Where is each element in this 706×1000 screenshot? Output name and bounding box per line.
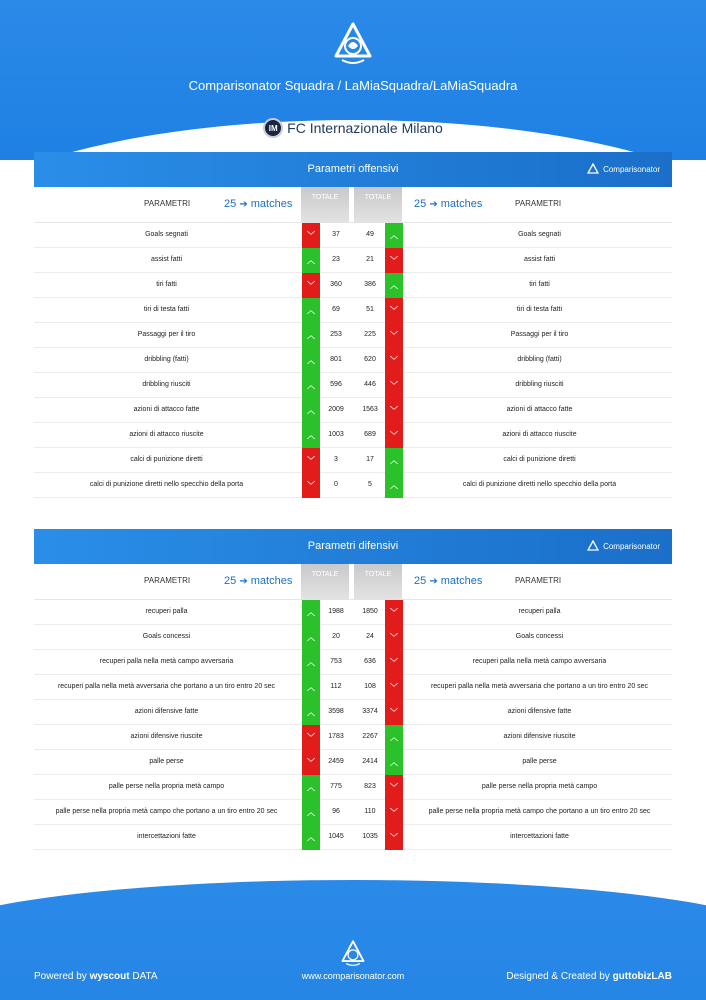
table-row (34, 348, 672, 373)
chevron-down-icon: ﹀ (302, 725, 320, 750)
value-right: 17 (366, 456, 374, 463)
param-label-left: recuperi palla nella metà campo avversaria (99, 658, 234, 665)
table-row (34, 423, 672, 448)
enter-arrow-icon: ➔ (429, 199, 438, 210)
chevron-down-icon: ﹀ (385, 423, 403, 448)
powered-by: Powered by wyscout DATA (34, 971, 158, 982)
table-row (34, 448, 672, 473)
value-right: 110 (364, 808, 376, 815)
comparisonator-logo-icon (341, 940, 365, 966)
chevron-down-icon: ﹀ (385, 398, 403, 423)
enter-arrow-icon: ➔ (429, 576, 438, 587)
param-label-right: calci di punizione diretti nello specchio della porta (462, 481, 617, 488)
value-left: 1988 (328, 608, 344, 615)
chevron-down-icon: ﹀ (385, 600, 403, 625)
table-row (34, 625, 672, 650)
chevron-up-icon: ︿ (302, 600, 320, 625)
chevron-up-icon: ︿ (302, 700, 320, 725)
table-row (34, 825, 672, 850)
value-right: 24 (366, 633, 374, 640)
chevron-up-icon: ︿ (302, 775, 320, 800)
chevron-down-icon: ﹀ (385, 348, 403, 373)
param-label-right: recuperi palla nella metà campo avversaria (472, 658, 607, 665)
table-row (34, 725, 672, 750)
chevron-up-icon: ︿ (385, 725, 403, 750)
param-label-right: azioni difensive riuscite (503, 733, 576, 740)
total-column-left: TOTALE (301, 187, 349, 223)
chevron-up-icon: ︿ (385, 750, 403, 775)
chevron-up-icon: ︿ (385, 223, 403, 248)
section-title: Parametri offensivi (307, 163, 399, 175)
value-left: 23 (332, 256, 340, 263)
offensive-rows (34, 223, 672, 498)
chevron-down-icon: ﹀ (385, 825, 403, 850)
chevron-up-icon: ︿ (302, 298, 320, 323)
matches-left: 25 ➔ matches (224, 575, 293, 587)
param-label-left: Goals segnati (145, 231, 188, 238)
param-label-left: palle perse (149, 758, 184, 765)
comparisonator-mark-icon (587, 163, 599, 175)
table-row (34, 775, 672, 800)
value-right: 2414 (362, 758, 378, 765)
param-label-right: tiri fatti (529, 281, 550, 288)
param-label-right: Passaggi per il tiro (510, 331, 569, 338)
value-right: 21 (366, 256, 374, 263)
section-brand: Comparisonator (587, 540, 660, 552)
matches-right: 25 ➔ matches (414, 575, 483, 587)
param-label-left: tiri fatti (156, 281, 177, 288)
param-label-left: azioni di attacco riuscite (129, 431, 204, 438)
param-label-left: palle perse nella propria metà campo che portano a un tiro entro 20 sec (55, 808, 278, 815)
chevron-up-icon: ︿ (302, 348, 320, 373)
matches-right: 25 ➔ matches (414, 198, 483, 210)
site-url-link[interactable]: www.comparisonator.com (301, 971, 405, 981)
param-column-label: PARAMETRI (515, 199, 562, 208)
matches-left: 25 ➔ matches (224, 198, 293, 210)
value-left: 3 (334, 456, 338, 463)
team-crest-icon: IM (263, 118, 283, 138)
table-row (34, 298, 672, 323)
param-label-left: azioni difensive fatte (134, 708, 199, 715)
param-label-left: tiri di testa fatti (143, 306, 190, 313)
param-column-label: PARAMETRI (515, 576, 562, 585)
value-left: 360 (330, 281, 342, 288)
table-row (34, 750, 672, 775)
param-label-left: calci di punizione diretti nello specchio della porta (89, 481, 244, 488)
value-left: 2009 (328, 406, 344, 413)
param-label-left: calci di punizione diretti (130, 456, 203, 463)
comparisonator-logo-icon (334, 22, 372, 64)
value-right: 3374 (362, 708, 378, 715)
table-row (34, 273, 672, 298)
column-header (34, 564, 672, 600)
param-column-label: PARAMETRI (144, 576, 191, 585)
param-label-right: assist fatti (523, 256, 556, 263)
param-label-left: azioni difensive riuscite (130, 733, 203, 740)
param-label-right: palle perse (522, 758, 557, 765)
total-column-left: TOTALE (301, 564, 349, 600)
chevron-up-icon: ︿ (302, 625, 320, 650)
chevron-up-icon: ︿ (302, 650, 320, 675)
team-header (0, 118, 706, 138)
enter-arrow-icon: ➔ (239, 199, 248, 210)
table-row (34, 675, 672, 700)
value-right: 1035 (362, 833, 378, 840)
param-label-right: Goals concessi (515, 633, 564, 640)
chevron-up-icon: ︿ (302, 248, 320, 273)
param-label-left: azioni di attacco fatte (133, 406, 200, 413)
total-column-right: TOTALE (354, 564, 402, 600)
param-label-left: assist fatti (150, 256, 183, 263)
table-row (34, 650, 672, 675)
table-row (34, 800, 672, 825)
footer (0, 880, 706, 1000)
value-left: 20 (332, 633, 340, 640)
chevron-up-icon: ︿ (302, 373, 320, 398)
value-left: 753 (330, 658, 342, 665)
value-left: 1783 (328, 733, 344, 740)
table-row (34, 700, 672, 725)
value-left: 253 (330, 331, 342, 338)
param-label-right: recuperi palla (518, 608, 561, 615)
value-right: 225 (364, 331, 376, 338)
chevron-up-icon: ︿ (302, 800, 320, 825)
chevron-down-icon: ﹀ (302, 448, 320, 473)
value-left: 775 (330, 783, 342, 790)
value-left: 801 (330, 356, 342, 363)
value-left: 37 (332, 231, 340, 238)
chevron-down-icon: ﹀ (385, 700, 403, 725)
value-left: 112 (330, 683, 342, 690)
param-label-right: palle perse nella propria metà campo che portano a un tiro entro 20 sec (428, 808, 651, 815)
param-label-right: palle perse nella propria metà campo (481, 783, 598, 790)
defensive-section (34, 529, 672, 850)
chevron-down-icon: ﹀ (302, 750, 320, 775)
value-right: 636 (364, 658, 376, 665)
value-right: 620 (364, 356, 376, 363)
param-label-left: Passaggi per il tiro (137, 331, 196, 338)
chevron-down-icon: ﹀ (385, 675, 403, 700)
column-header (34, 187, 672, 223)
value-left: 96 (332, 808, 340, 815)
chevron-up-icon: ︿ (385, 473, 403, 498)
table-row (34, 248, 672, 273)
value-right: 1563 (362, 406, 378, 413)
table-row (34, 600, 672, 625)
param-label-left: recuperi palla (145, 608, 188, 615)
table-row (34, 473, 672, 498)
value-right: 1850 (362, 608, 378, 615)
chevron-up-icon: ︿ (385, 273, 403, 298)
param-label-right: recuperi palla nella metà avversaria che portano a un tiro entro 20 sec (430, 683, 649, 690)
comparisonator-mark-icon (587, 540, 599, 552)
value-right: 689 (364, 431, 376, 438)
total-column-right: TOTALE (354, 187, 402, 223)
value-right: 386 (364, 281, 376, 288)
chevron-up-icon: ︿ (385, 448, 403, 473)
value-left: 596 (330, 381, 342, 388)
enter-arrow-icon: ➔ (239, 576, 248, 587)
param-column-label: PARAMETRI (144, 199, 191, 208)
section-title: Parametri difensivi (307, 540, 399, 552)
chevron-up-icon: ︿ (302, 675, 320, 700)
table-row (34, 398, 672, 423)
chevron-up-icon: ︿ (302, 323, 320, 348)
table-row (34, 323, 672, 348)
chevron-down-icon: ﹀ (385, 248, 403, 273)
section-brand: Comparisonator (587, 163, 660, 175)
param-label-left: recuperi palla nella metà avversaria che portano a un tiro entro 20 sec (57, 683, 276, 690)
param-label-right: intercettazioni fatte (510, 833, 569, 840)
param-label-right: tiri di testa fatti (516, 306, 563, 313)
param-label-right: dribbling (fatti) (517, 356, 562, 363)
param-label-left: intercettazioni fatte (137, 833, 196, 840)
section-header (34, 529, 672, 564)
param-label-right: azioni di attacco riuscite (502, 431, 577, 438)
param-label-right: azioni di attacco fatte (506, 406, 573, 413)
chevron-down-icon: ﹀ (385, 800, 403, 825)
offensive-section (34, 152, 672, 498)
chevron-down-icon: ﹀ (385, 373, 403, 398)
value-right: 108 (364, 683, 376, 690)
value-right: 49 (366, 231, 374, 238)
value-left: 0 (334, 481, 338, 488)
chevron-down-icon: ﹀ (385, 298, 403, 323)
param-label-left: dribbling (fatti) (144, 356, 189, 363)
page-title: Comparisonator Squadra / LaMiaSquadra/LaMiaSquadra (188, 78, 518, 93)
chevron-down-icon: ﹀ (302, 473, 320, 498)
chevron-up-icon: ︿ (302, 398, 320, 423)
defensive-rows (34, 600, 672, 850)
param-label-right: azioni difensive fatte (507, 708, 572, 715)
value-left: 1045 (328, 833, 344, 840)
value-right: 51 (366, 306, 374, 313)
table-row (34, 223, 672, 248)
value-right: 446 (364, 381, 376, 388)
chevron-up-icon: ︿ (302, 825, 320, 850)
value-right: 823 (364, 783, 376, 790)
designed-by: Designed & Created by guttobizLAB (506, 971, 672, 982)
chevron-down-icon: ﹀ (385, 650, 403, 675)
param-label-left: dribbling riusciti (142, 381, 191, 388)
value-left: 1003 (328, 431, 344, 438)
chevron-up-icon: ︿ (302, 423, 320, 448)
param-label-right: calci di punizione diretti (503, 456, 576, 463)
table-row (34, 373, 672, 398)
chevron-down-icon: ﹀ (385, 625, 403, 650)
chevron-down-icon: ﹀ (302, 223, 320, 248)
value-left: 2459 (328, 758, 344, 765)
chevron-down-icon: ﹀ (302, 273, 320, 298)
param-label-right: Goals segnati (518, 231, 561, 238)
team-name: FC Internazionale Milano (287, 120, 443, 136)
value-left: 3598 (328, 708, 344, 715)
value-right: 5 (368, 481, 372, 488)
chevron-down-icon: ﹀ (385, 323, 403, 348)
value-right: 2267 (362, 733, 378, 740)
chevron-down-icon: ﹀ (385, 775, 403, 800)
section-header (34, 152, 672, 187)
param-label-left: Goals concessi (142, 633, 191, 640)
param-label-left: palle perse nella propria metà campo (108, 783, 225, 790)
param-label-right: dribbling riusciti (515, 381, 564, 388)
value-left: 69 (332, 306, 340, 313)
